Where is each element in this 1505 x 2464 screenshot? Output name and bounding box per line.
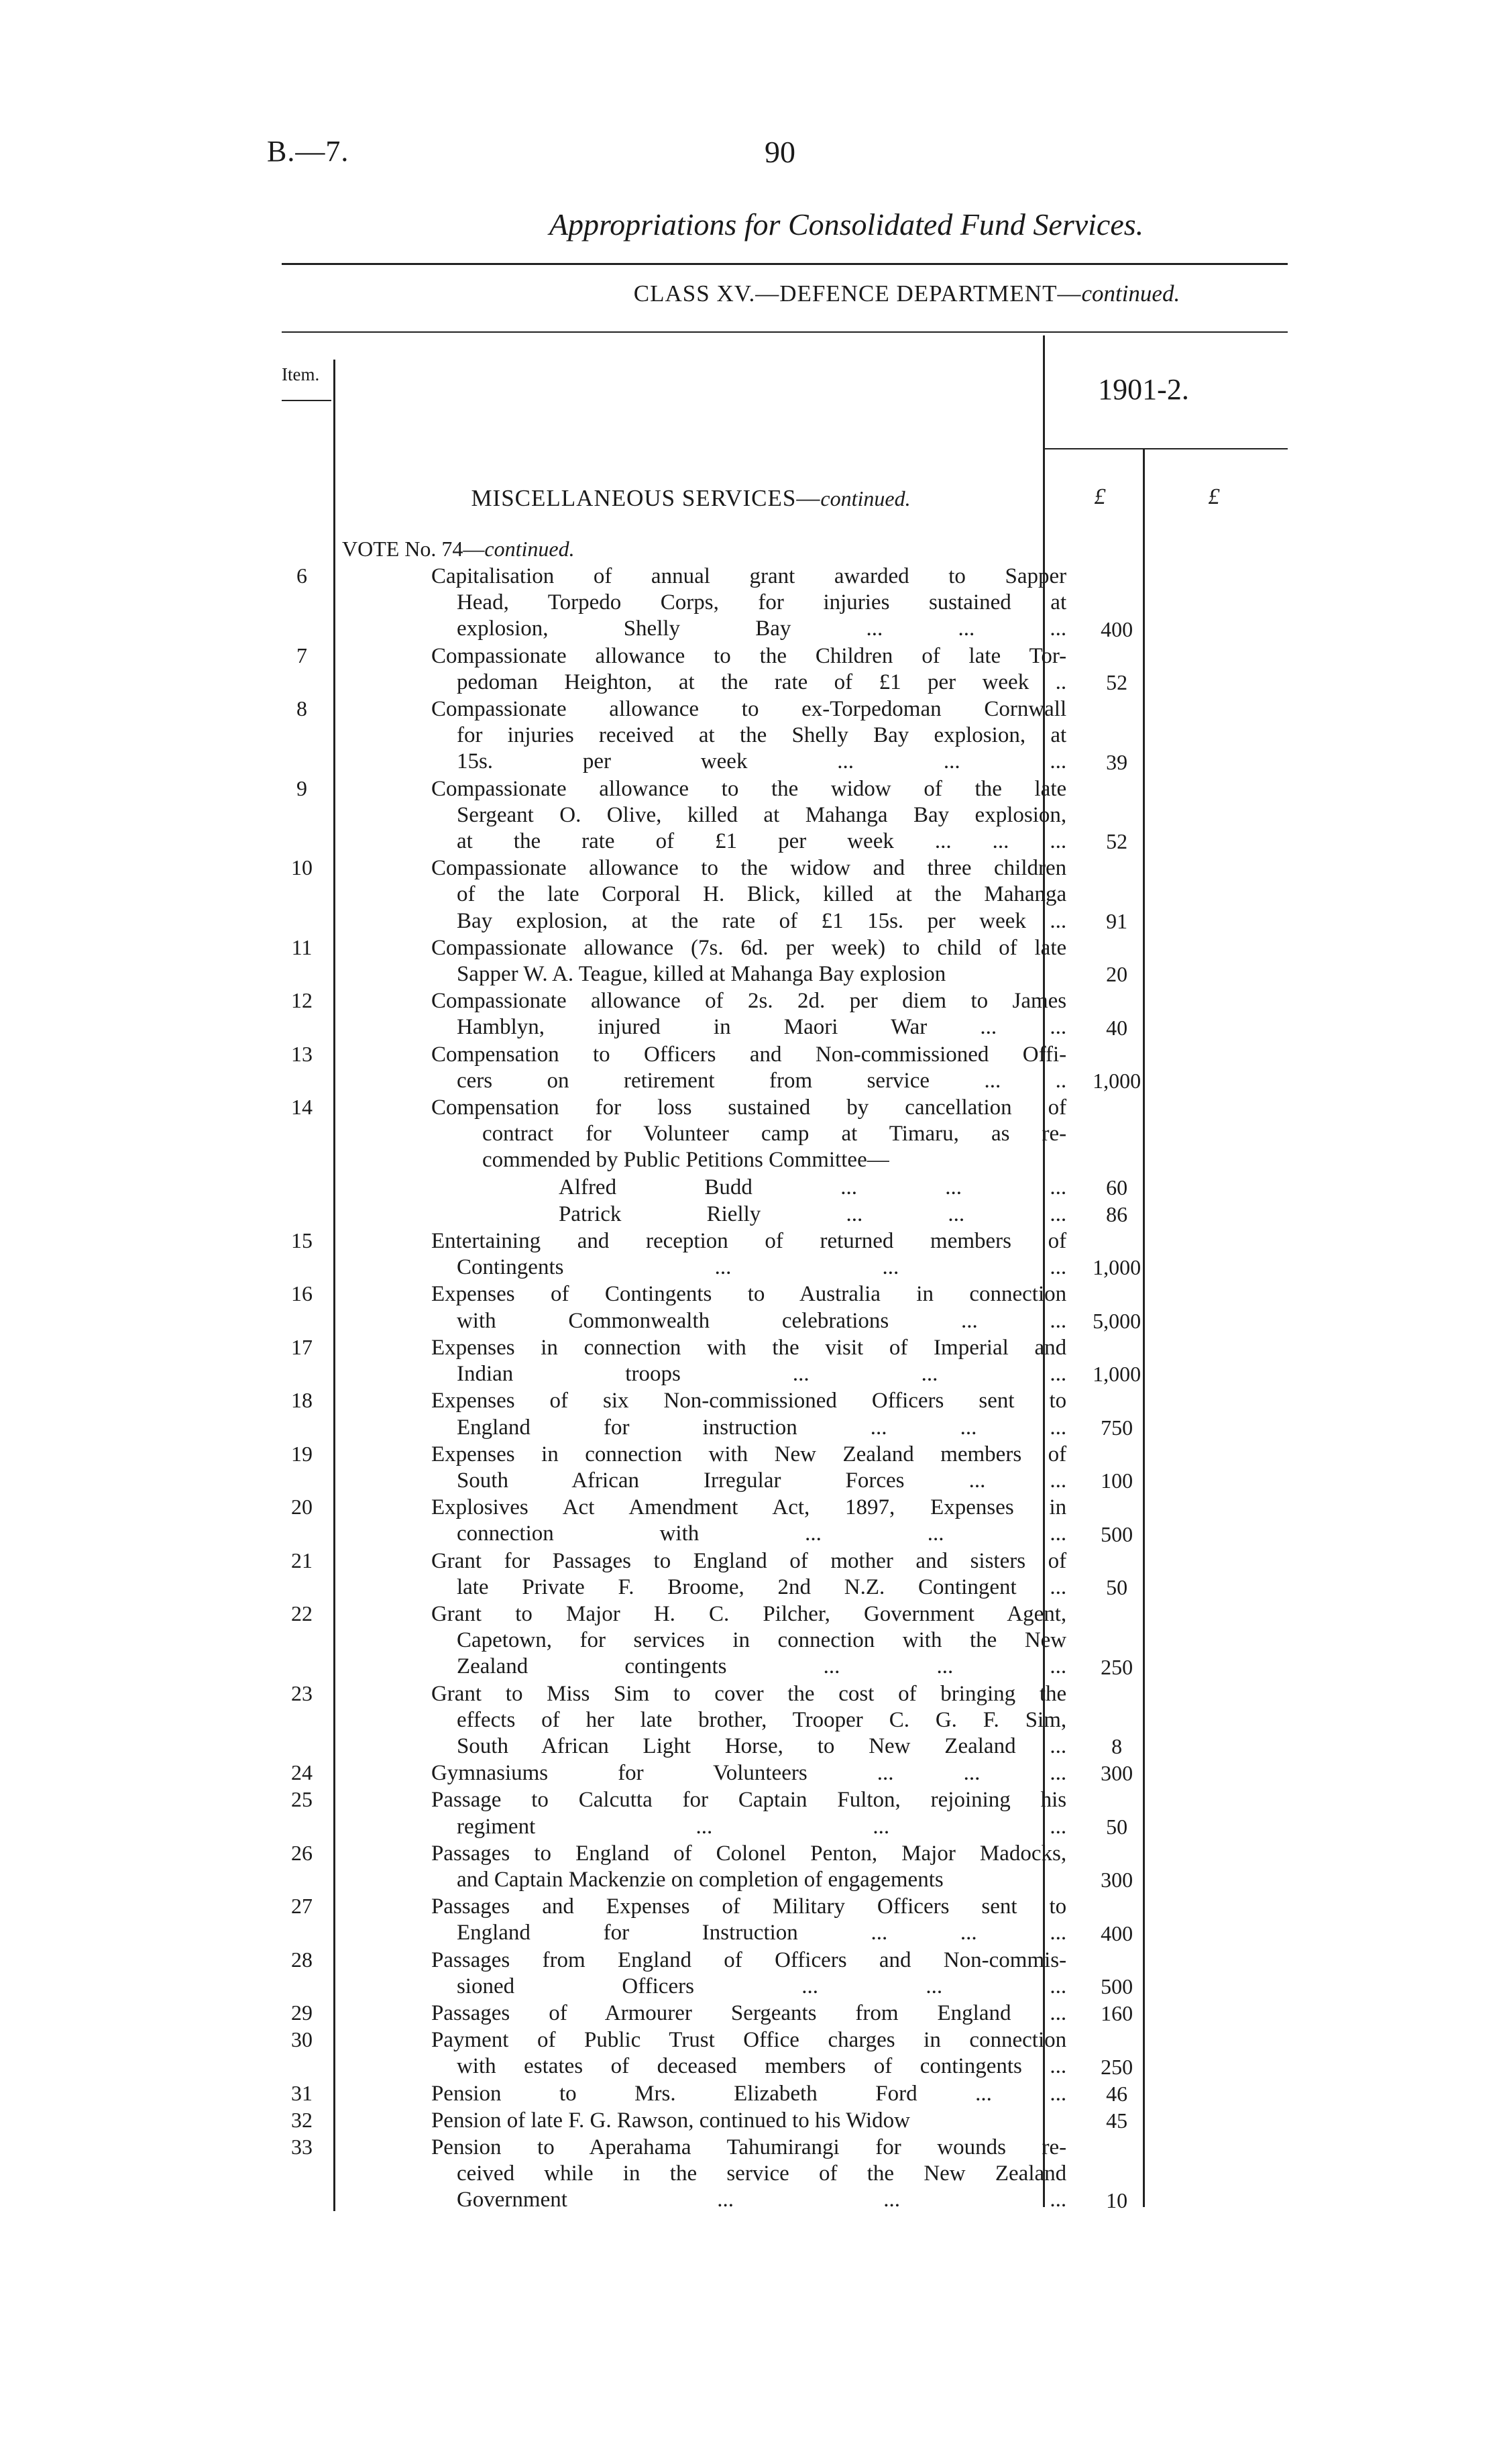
item-description <box>431 2000 1066 2027</box>
item-amount: 500 <box>1101 1974 1133 1998</box>
description-line: Alfred Budd ... ... ... <box>558 1175 1067 1199</box>
year-header: 1901-2. <box>1098 373 1189 406</box>
item-row <box>282 2000 1167 2027</box>
description-line: Compassionate allowance to ex-Torpedoman Cornwall <box>431 697 1067 722</box>
item-description <box>431 1548 1066 1601</box>
description-line: cers on retirement from service ... .. <box>456 1068 1067 1093</box>
item-row <box>282 2108 1167 2134</box>
description-line: contract for Volunteer camp at Timaru, as re- <box>482 1122 1067 1146</box>
item-amount: 750 <box>1101 1415 1133 1440</box>
description-line: Expenses in connection with New Zealand members of <box>431 1442 1067 1466</box>
item-row <box>282 643 1167 696</box>
item-row <box>282 1681 1167 1760</box>
item-amount: 52 <box>1106 670 1128 695</box>
item-amount: 20 <box>1106 962 1128 987</box>
item-amount: 86 <box>1106 1202 1128 1227</box>
item-amount: 250 <box>1101 1654 1133 1679</box>
item-amount: 400 <box>1101 617 1133 641</box>
item-row <box>282 1095 1167 1174</box>
item-row <box>282 1042 1167 1094</box>
description-line: Compassionate allowance to the widow of the late <box>431 776 1067 801</box>
item-number: 21 <box>290 1548 313 1572</box>
description-line: Head, Torpedo Corps, for injuries sustained at <box>456 590 1067 615</box>
description-line: at the rate of £1 per week ... ... ... <box>456 829 1067 854</box>
item-row <box>282 564 1167 643</box>
item-row <box>282 1442 1167 1494</box>
description-line: Grant to Major H. C. Pilcher, Government Agent, <box>431 1601 1067 1626</box>
item-number: 19 <box>290 1441 313 1466</box>
item-description <box>431 1681 1066 1760</box>
item-description <box>431 696 1066 775</box>
description-line: Pension of late F. G. Rawson, continued to his Widow <box>431 2108 910 2133</box>
item-row <box>282 2135 1167 2214</box>
item-description <box>431 564 1066 643</box>
description-line: explosion, Shelly Bay ... ... ... <box>456 617 1067 641</box>
section-heading <box>335 485 1046 512</box>
item-row <box>282 1548 1167 1601</box>
description-line: pedoman Heighton, at the rate of £1 per week .. <box>456 669 1067 694</box>
item-row <box>282 1760 1167 1786</box>
vote-heading <box>342 537 575 561</box>
section-heading-continued: continued. <box>820 486 911 511</box>
item-amount: 10 <box>1106 2188 1128 2212</box>
item-amount: 91 <box>1106 908 1128 933</box>
item-row <box>282 1841 1167 1893</box>
item-description <box>431 1201 1066 1228</box>
description-line: Compassionate allowance (7s. 6d. per week) to child of late <box>431 935 1067 960</box>
item-row <box>282 988 1167 1040</box>
item-description <box>431 2135 1066 2214</box>
item-description <box>431 935 1066 987</box>
description-line: Zealand contingents ... ... ... <box>456 1654 1067 1679</box>
description-line: Capetown, for services in connection with the New <box>456 1628 1067 1653</box>
item-number: 16 <box>290 1281 313 1306</box>
item-number: 31 <box>290 2080 313 2105</box>
item-number: 8 <box>296 696 307 721</box>
item-number: 10 <box>290 855 313 880</box>
description-line: Capitalisation of annual grant awarded to Sapper <box>431 564 1067 588</box>
item-number: 33 <box>290 2134 313 2159</box>
class-heading <box>0 280 1505 307</box>
description-line: Compassionate allowance to the Children of late Tor- <box>431 643 1067 668</box>
item-amount: 1,000 <box>1093 1255 1141 1280</box>
year-header-rule <box>1045 448 1288 449</box>
item-number: 28 <box>290 1947 313 1972</box>
description-line: Bay explosion, at the rate of £1 15s. per week ... <box>456 908 1067 933</box>
item-amount: 52 <box>1106 829 1128 854</box>
item-description <box>431 776 1066 855</box>
description-line: Indian troops ... ... ... <box>456 1362 1067 1387</box>
description-line: Grant for Passages to England of mother and sisters of <box>431 1548 1067 1573</box>
description-line: Grant to Miss Sim to cover the cost of bringing the <box>431 1681 1067 1706</box>
item-row <box>282 1495 1167 1547</box>
description-line: Passages from England of Officers and Non-commis- <box>431 1947 1067 1972</box>
description-line: South African Irregular Forces ... ... <box>456 1468 1067 1493</box>
item-row <box>282 776 1167 855</box>
page-title-text: Appropriations for Consolidated Fund Services. <box>549 207 1144 242</box>
item-row <box>282 1601 1167 1680</box>
item-amount: 46 <box>1106 2081 1128 2106</box>
item-amount: 250 <box>1101 2054 1133 2079</box>
description-line: regiment ... ... ... <box>456 1814 1067 1839</box>
item-number: 26 <box>290 1840 313 1865</box>
description-line: England for Instruction ... ... ... <box>456 1921 1067 1945</box>
item-description <box>431 2027 1066 2080</box>
item-amount: 160 <box>1101 2001 1133 2026</box>
item-row <box>282 1201 1167 1228</box>
item-amount: 50 <box>1106 1574 1128 1599</box>
item-description <box>431 1787 1066 1839</box>
section-heading-text: MISCELLANEOUS SERVICES— <box>471 485 821 511</box>
description-line: Pension to Mrs. Elizabeth Ford ... ... <box>431 2081 1067 2106</box>
item-description <box>431 1281 1066 1334</box>
item-description <box>431 1388 1066 1440</box>
item-row <box>282 2081 1167 2107</box>
title-rule <box>282 263 1288 265</box>
table-top-rule <box>282 331 1288 333</box>
item-description <box>431 1095 1066 1174</box>
item-number: 18 <box>290 1388 313 1413</box>
item-amount: 100 <box>1101 1468 1133 1493</box>
description-line: Passages and Expenses of Military Officers sent to <box>431 1894 1067 1919</box>
item-amount: 40 <box>1106 1015 1128 1040</box>
item-description <box>431 2108 1066 2134</box>
item-description <box>431 643 1066 696</box>
item-number: 32 <box>290 2107 313 2132</box>
description-line: Gymnasiums for Volunteers ... ... ... <box>431 1761 1067 1786</box>
item-header-underline <box>282 400 331 401</box>
description-line: effects of her late brother, Trooper C. G. F. Sim, <box>456 1707 1067 1732</box>
item-number: 15 <box>290 1228 313 1253</box>
item-row <box>282 2027 1167 2080</box>
item-row <box>282 935 1167 987</box>
item-description <box>431 2081 1066 2107</box>
description-line: and Captain Mackenzie on completion of engagements <box>456 1867 944 1892</box>
description-line: sioned Officers ... ... ... <box>456 1974 1067 1998</box>
class-heading-continued: continued. <box>1081 280 1180 307</box>
item-row <box>282 1335 1167 1387</box>
description-line: for injuries received at the Shelly Bay explosion, at <box>456 723 1067 748</box>
item-description <box>431 1042 1066 1094</box>
item-description <box>431 855 1066 934</box>
item-number: 14 <box>290 1095 313 1120</box>
item-description <box>431 1495 1066 1547</box>
item-amount: 60 <box>1106 1175 1128 1199</box>
item-amount: 500 <box>1101 1521 1133 1546</box>
description-line: Hamblyn, injured in Maori War ... ... <box>456 1015 1067 1040</box>
item-number: 30 <box>290 2027 313 2052</box>
description-line: Passages of Armourer Sergeants from England ... <box>431 2000 1067 2025</box>
item-amount: 1,000 <box>1093 1362 1141 1387</box>
item-number: 11 <box>291 934 313 959</box>
item-description <box>431 1335 1066 1387</box>
description-line: Entertaining and reception of returned members of <box>431 1229 1067 1254</box>
item-row <box>282 1894 1167 1946</box>
page-title <box>0 207 1505 242</box>
item-amount: 300 <box>1101 1868 1133 1892</box>
item-row <box>282 1281 1167 1334</box>
description-line: with estates of deceased members of contingents ... <box>456 2054 1067 2079</box>
item-number: 22 <box>290 1601 313 1625</box>
item-description <box>431 1175 1066 1201</box>
description-line: Sergeant O. Olive, killed at Mahanga Bay explosion, <box>456 802 1067 827</box>
description-line: 15s. per week ... ... ... <box>456 749 1067 774</box>
item-number: 24 <box>290 1760 313 1785</box>
description-line: Contingents ... ... ... <box>456 1255 1067 1280</box>
item-description <box>431 1841 1066 1893</box>
item-row <box>282 1947 1167 2000</box>
item-number: 23 <box>290 1680 313 1705</box>
item-row <box>282 1787 1167 1839</box>
description-line: England for instruction ... ... ... <box>456 1415 1067 1440</box>
description-line: Patrick Rielly ... ... ... <box>558 1201 1067 1226</box>
class-heading-text: CLASS XV.—DEFENCE DEPARTMENT— <box>633 280 1082 307</box>
item-number: 25 <box>290 1787 313 1812</box>
description-line: connection with ... ... ... <box>456 1521 1067 1546</box>
currency-right: £ <box>1208 484 1220 509</box>
description-line: commended by Public Petitions Committee— <box>482 1148 889 1173</box>
item-row <box>282 1175 1167 1201</box>
item-description <box>431 1894 1066 1946</box>
item-amount: 300 <box>1101 1761 1133 1786</box>
item-amount: 50 <box>1106 1814 1128 1839</box>
description-line: late Private F. Broome, 2nd N.Z. Contingent ... <box>456 1574 1067 1599</box>
item-amount: 39 <box>1106 749 1128 774</box>
description-line: of the late Corporal H. Blick, killed at the Mahanga <box>456 882 1067 907</box>
item-number: 7 <box>296 643 307 667</box>
vote-heading-continued: continued. <box>484 537 575 561</box>
description-line: Expenses in connection with the visit of Imperial and <box>431 1335 1067 1360</box>
item-number: 9 <box>296 775 307 800</box>
items-list <box>282 564 1167 2214</box>
item-number: 13 <box>290 1041 313 1066</box>
page-number: 90 <box>765 135 795 169</box>
item-row <box>282 1388 1167 1440</box>
description-line: Government ... ... ... <box>456 2188 1067 2212</box>
item-amount: 1,000 <box>1093 1069 1141 1093</box>
item-description <box>431 1947 1066 2000</box>
item-row <box>282 855 1167 934</box>
description-line: Pension to Aperahama Tahumirangi for wounds re- <box>431 2135 1067 2159</box>
description-line: Sapper W. A. Teague, killed at Mahanga Bay explosion <box>456 962 946 987</box>
item-description <box>431 1442 1066 1494</box>
vote-heading-text: VOTE No. 74— <box>342 537 485 561</box>
item-row <box>282 696 1167 775</box>
description-line: Payment of Public Trust Office charges in connection <box>431 2028 1067 2053</box>
item-number: 29 <box>290 2000 313 2025</box>
description-line: Explosives Act Amendment Act, 1897, Expenses in <box>431 1495 1067 1520</box>
item-description <box>431 1228 1066 1281</box>
item-description <box>431 1601 1066 1680</box>
item-amount: 8 <box>1111 1734 1123 1759</box>
description-line: with Commonwealth celebrations ... ... <box>456 1308 1067 1333</box>
document-reference: B.—7. <box>267 135 349 168</box>
item-number: 20 <box>290 1495 313 1519</box>
item-amount: 400 <box>1101 1921 1133 1945</box>
item-description <box>431 988 1066 1040</box>
item-description <box>431 1760 1066 1786</box>
description-line: Compassionate allowance of 2s. 2d. per diem to James <box>431 989 1067 1014</box>
item-row <box>282 1228 1167 1281</box>
item-number: 27 <box>290 1894 313 1919</box>
item-amount: 5,000 <box>1093 1308 1141 1333</box>
description-line: Passages to England of Colonel Penton, Major Madocks, <box>431 1841 1067 1866</box>
description-line: Compassionate allowance to the widow and three children <box>431 856 1067 881</box>
item-column-header: Item. <box>282 364 320 384</box>
description-line: Expenses of Contingents to Australia in connection <box>431 1282 1067 1307</box>
description-line: ceived while in the service of the New Zealand <box>456 2161 1067 2186</box>
description-line: Expenses of six Non-commissioned Officers sent to <box>431 1389 1067 1413</box>
currency-left: £ <box>1094 484 1106 509</box>
item-amount: 45 <box>1106 2108 1128 2133</box>
description-line: Compensation to Officers and Non-commissioned Offi- <box>431 1042 1067 1067</box>
item-number: 6 <box>296 564 307 588</box>
item-number: 17 <box>290 1334 313 1359</box>
item-number: 12 <box>290 988 313 1013</box>
description-line: Passage to Calcutta for Captain Fulton, rejoining his <box>431 1788 1067 1813</box>
description-line: Compensation for loss sustained by cancellation of <box>431 1095 1067 1120</box>
description-line: South African Light Horse, to New Zealand ... <box>456 1733 1067 1758</box>
